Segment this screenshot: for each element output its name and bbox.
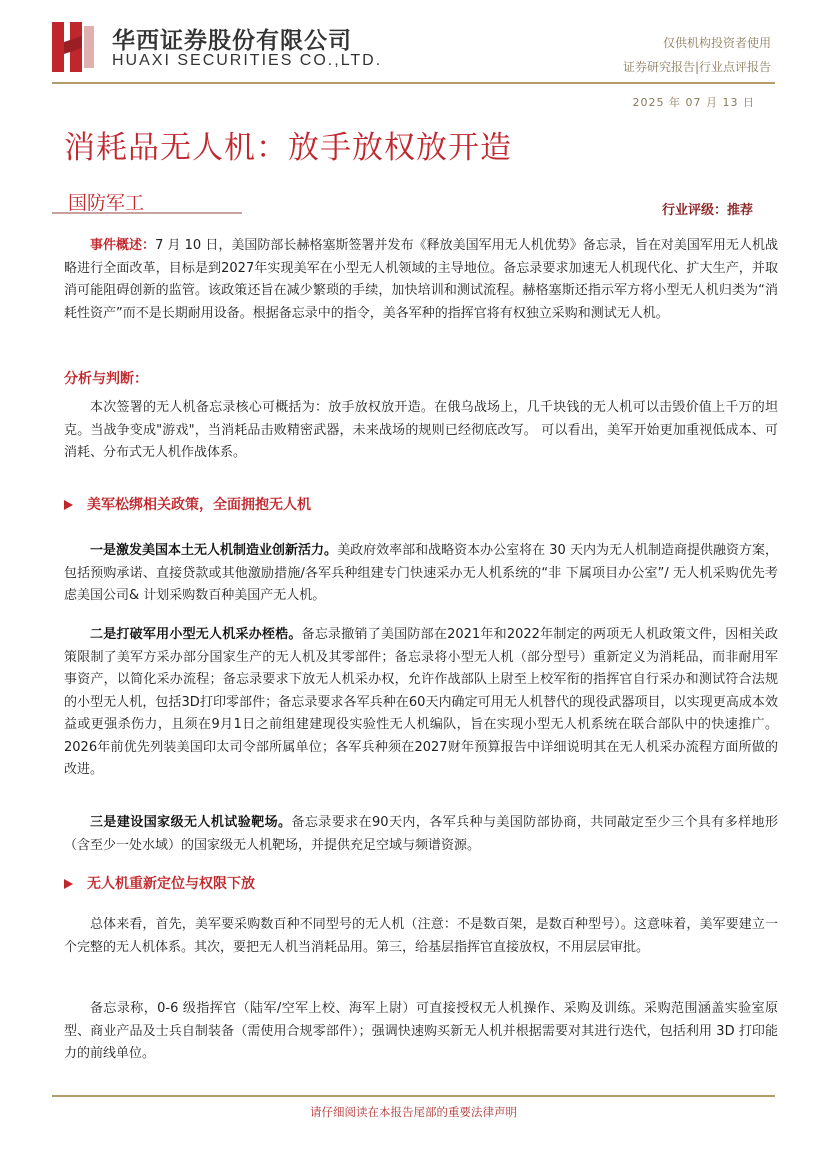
legal-notice: 请仔细阅读在本报告尾部的重要法律声明	[310, 1105, 517, 1119]
audience-note: 仅供机构投资者使用	[662, 36, 771, 50]
point3-lead: 三是建设国家级无人机试验靶场。	[90, 815, 292, 830]
section2-para1: 总体来看，首先，美军要采购数百种不同型号的无人机（注意：不是数百架，是数百种型号）。这意味着，美军要建立一个完整的无人机体系。其次，要把无人机当消耗品用。第三，给基层指挥官直接放权，不用层层审批。	[64, 917, 778, 955]
analysis-heading: 分析与判断：	[64, 371, 148, 387]
event-lead: 事件概述：	[90, 238, 156, 253]
header-divider	[52, 82, 775, 84]
company-name-en: HUAXI SECURITIES CO.,LTD.	[112, 52, 383, 69]
triangle-bullet-icon	[64, 500, 73, 510]
report-date: 2025 年 07 月 13 日	[632, 96, 755, 109]
report-title: 消耗品无人机：放手放权放开造	[64, 130, 512, 166]
point2-lead: 二是打破军用小型无人机采办桎梏。	[90, 627, 302, 642]
section2-title: 无人机重新定位与权限下放	[87, 876, 255, 892]
section1-point3	[64, 812, 778, 857]
industry-rating: 行业评级：推荐	[661, 203, 753, 218]
section1-title: 美军松绑相关政策，全面拥抱无人机	[87, 497, 311, 513]
sector-label: 国防军工	[68, 192, 145, 214]
point3-text: 备忘录要求在90天内，各军兵种与美国防部协商，共同敲定至少三个具有多样地形（含至少一处水域）的国家级无人机靶场，并提供充足空域与频谱资源。	[64, 815, 778, 853]
triangle-bullet-icon	[64, 879, 73, 889]
point1-text: 美政府效率部和战略资本办公室将在 30 天内为无人机制造商提供融资方案，包括预购承诺、直接贷款或其他激励措施/各军兵种组建专门快速采办无人机系统的“非 下属项目办公室”/ 无人机采购优先考虑美国公司& 计划采购数百种美国产无人机。	[64, 543, 778, 603]
section1-point2	[64, 624, 778, 782]
section2-heading	[64, 873, 255, 893]
footer-divider	[52, 1095, 775, 1097]
event-text: 7 月 10 日，美国防部长赫格塞斯签署并发布《释放美国军用无人机优势》备忘录，旨在对美国军用无人机战略进行全面改革，目标是到2027年实现美军在小型无人机领域的主导地位。备忘录要求加速无人机现代化、扩大生产，并取消可能阻碍创新的监管。该政策还旨在减少繁琐的手续，加快培训和测试流程。赫格塞斯还指示军方将小型无人机归类为“消耗性资产”而不是长期耐用设备。根据备忘录中的指令，美各军种的指挥官将有权独立采购和测试无人机。	[64, 238, 778, 321]
point2-text: 备忘录撤销了美国防部在2021年和2022年制定的两项无人机政策文件，因相关政策限制了美军方采办部分国家生产的无人机及其零部件；备忘录将小型无人机（部分型号）重新定义为消耗品，而非耐用军事资产，以简化采办流程；备忘录要求下放无人机采办权，允许作战部队上尉至上校军衔的指挥官自行采办和测试符合法规的小型无人机，包括3D打印零部件；备忘录要求各军兵种在60天内确定可用无人机替代的现役武器项目，以实现更高成本效益或更强杀伤力，且须在9月1日之前组建建现役实验性无人机编队，旨在实现小型无人机系统在联合部队中的快速推广。2026年前优先列装美国印太司令部所属单位；各军兵种须在2027财年预算报告中详细说明其在无人机采办流程方面所做的改进。	[64, 627, 778, 777]
report-type: 证券研究报告|行业点评报告	[622, 60, 771, 74]
event-summary	[64, 235, 778, 325]
section1-point1	[64, 540, 778, 608]
section2-para2: 备忘录称，0-6 级指挥官（陆军/空军上校、海军上尉）可直接授权无人机操作、采购及训练。采购范围涵盖实验室原型、商业产品及士兵自制装备（需使用合规零部件）；强调快速购买新无人机并根据需要对其进行迭代，包括利用 3D 打印能力的前线单位。	[64, 1001, 778, 1061]
section1-heading	[64, 494, 311, 514]
company-name-cn: 华西证券股份有限公司	[112, 27, 352, 54]
sector-divider	[52, 212, 242, 214]
point1-lead: 一是激发美国本土无人机制造业创新活力。	[90, 543, 338, 558]
huaxi-logo	[52, 22, 96, 72]
analysis-text: 本次签署的无人机备忘录核心可概括为：放手放权放开造。在俄乌战场上，几千块钱的无人机可以击毁价值上千万的坦克。当战争变成"游戏"，当消耗品击败精密武器，未来战场的规则已经彻底改写。 可以看出，美军开始更加重视低成本、可消耗、分布式无人机作战体系。	[64, 400, 778, 460]
